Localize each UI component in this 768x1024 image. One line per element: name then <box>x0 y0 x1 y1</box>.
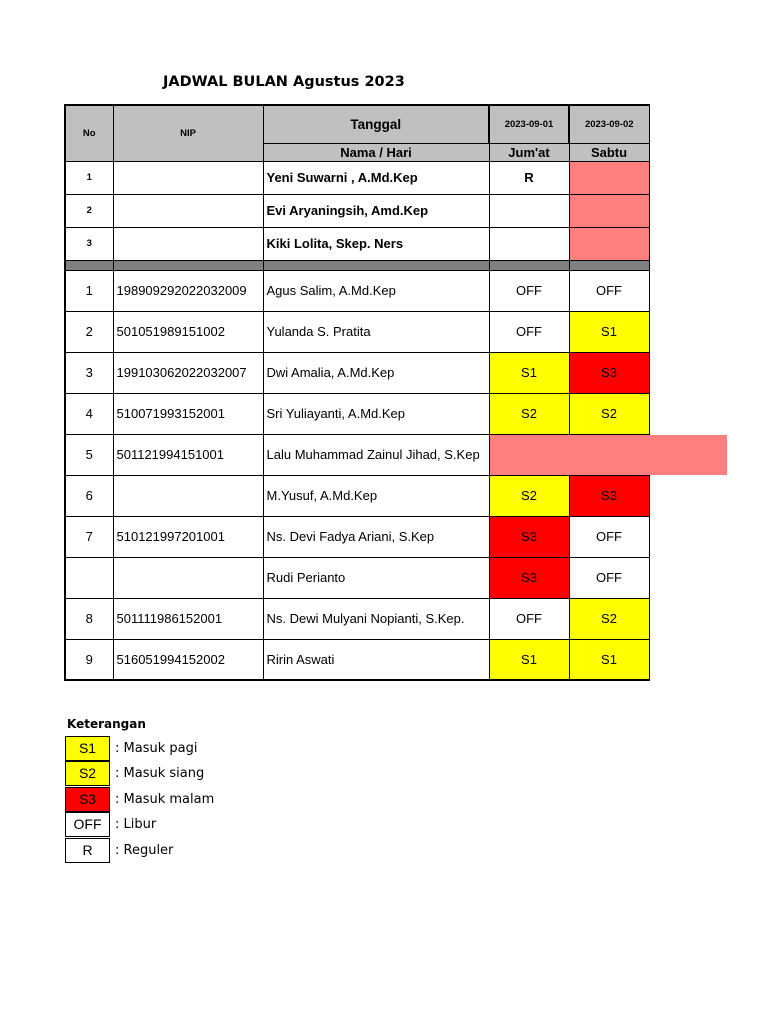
table-row <box>65 270 649 311</box>
row-name: Kiki Lolita, Skep. Ners <box>263 227 489 260</box>
row-name: Ns. Devi Fadya Ariani, S.Kep <box>263 516 489 557</box>
row-day-1: S1 <box>489 352 569 393</box>
row-no: 2 <box>65 311 113 352</box>
row-day-2: S3 <box>569 352 649 393</box>
legend-code: OFF <box>65 812 110 837</box>
row-no: 2 <box>65 194 113 227</box>
legend-code: S3 <box>65 787 110 812</box>
row-nip <box>113 227 263 260</box>
row-day-1: S3 <box>489 557 569 598</box>
row-day-2: S2 <box>569 393 649 434</box>
row-nip: 516051994152002 <box>113 639 263 680</box>
row-nip <box>113 475 263 516</box>
table-row <box>65 352 649 393</box>
row-day-2: OFF <box>569 516 649 557</box>
row-nip <box>113 194 263 227</box>
row-day-2: S1 <box>569 311 649 352</box>
row-day-1: OFF <box>489 311 569 352</box>
row-no: 1 <box>65 161 113 194</box>
row-day-2: S3 <box>569 475 649 516</box>
page-title: JADWAL BULAN Agustus 2023 <box>163 74 405 90</box>
row-no: 7 <box>65 516 113 557</box>
row-no: 6 <box>65 475 113 516</box>
row-day-2: OFF <box>569 557 649 598</box>
row-day-2: OFF <box>569 270 649 311</box>
header-date-1: 2023-09-01 <box>489 105 569 143</box>
legend-code: S1 <box>65 736 110 761</box>
header-day-1: Jum'at <box>489 143 569 161</box>
row-nip <box>113 557 263 598</box>
row-day-1: OFF <box>489 270 569 311</box>
header-no: No <box>65 105 113 161</box>
row-day-1: OFF <box>489 598 569 639</box>
row-nip: 510121997201001 <box>113 516 263 557</box>
legend-title: Keterangan <box>67 717 146 731</box>
table-row <box>65 194 649 227</box>
header-date-2: 2023-09-02 <box>569 105 649 143</box>
row-name: Yulanda S. Pratita <box>263 311 489 352</box>
row-day-2 <box>569 227 649 260</box>
row-nip: 510071993152001 <box>113 393 263 434</box>
row-no: 5 <box>65 434 113 475</box>
row-day-1: S2 <box>489 475 569 516</box>
row-day-1 <box>489 194 569 227</box>
row-no: 9 <box>65 639 113 680</box>
row-day-2 <box>569 161 649 194</box>
legend-code: R <box>65 838 110 863</box>
row-name: Sri Yuliayanti, A.Md.Kep <box>263 393 489 434</box>
header-tanggal: Tanggal <box>263 105 489 143</box>
row-day-1 <box>489 227 569 260</box>
table-row <box>65 557 649 598</box>
row-day-1: S3 <box>489 516 569 557</box>
legend-label: : Reguler <box>115 843 174 858</box>
row-name: Rudi Perianto <box>263 557 489 598</box>
legend-label: : Masuk malam <box>115 792 215 807</box>
table-row <box>65 639 649 680</box>
table-row <box>65 434 649 475</box>
row-no: 3 <box>65 352 113 393</box>
schedule-table <box>64 104 650 681</box>
row-day-1 <box>489 434 569 475</box>
legend-label: : Libur <box>115 817 157 832</box>
row-no <box>65 557 113 598</box>
row-no: 4 <box>65 393 113 434</box>
row-nip: 199103062022032007 <box>113 352 263 393</box>
table-row <box>65 516 649 557</box>
row-name: Lalu Muhammad Zainul Jihad, S.Kep <box>263 434 489 475</box>
legend-label: : Masuk siang <box>115 766 205 781</box>
row-day-1: R <box>489 161 569 194</box>
row-nip <box>113 161 263 194</box>
row-name: Agus Salim, A.Md.Kep <box>263 270 489 311</box>
row-day-1: S2 <box>489 393 569 434</box>
row-nip: 198909292022032009 <box>113 270 263 311</box>
separator-row <box>65 260 649 270</box>
row-nip: 501111986152001 <box>113 598 263 639</box>
table-row <box>65 161 649 194</box>
row-name: Evi Aryaningsih, Amd.Kep <box>263 194 489 227</box>
row-name: Ns. Dewi Mulyani Nopianti, S.Kep. <box>263 598 489 639</box>
header-nip: NIP <box>113 105 263 161</box>
row-day-2: S2 <box>569 598 649 639</box>
legend-code: S2 <box>65 761 110 786</box>
table-row <box>65 227 649 260</box>
row-day-2 <box>569 434 649 475</box>
table-row <box>65 598 649 639</box>
legend-label: : Masuk pagi <box>115 741 198 756</box>
header-nama-hari: Nama / Hari <box>263 143 489 161</box>
row-day-1: S1 <box>489 639 569 680</box>
row-no: 1 <box>65 270 113 311</box>
row-day-2: S1 <box>569 639 649 680</box>
row-nip: 501051989151002 <box>113 311 263 352</box>
table-row <box>65 393 649 434</box>
row-name: Dwi Amalia, A.Md.Kep <box>263 352 489 393</box>
row-no: 3 <box>65 227 113 260</box>
header-day-2: Sabtu <box>569 143 649 161</box>
row-name: Ririn Aswati <box>263 639 489 680</box>
row-nip: 501121994151001 <box>113 434 263 475</box>
table-row <box>65 475 649 516</box>
row-name: M.Yusuf, A.Md.Kep <box>263 475 489 516</box>
row-day-2 <box>569 194 649 227</box>
table-row <box>65 311 649 352</box>
row-no: 8 <box>65 598 113 639</box>
row-name: Yeni Suwarni , A.Md.Kep <box>263 161 489 194</box>
